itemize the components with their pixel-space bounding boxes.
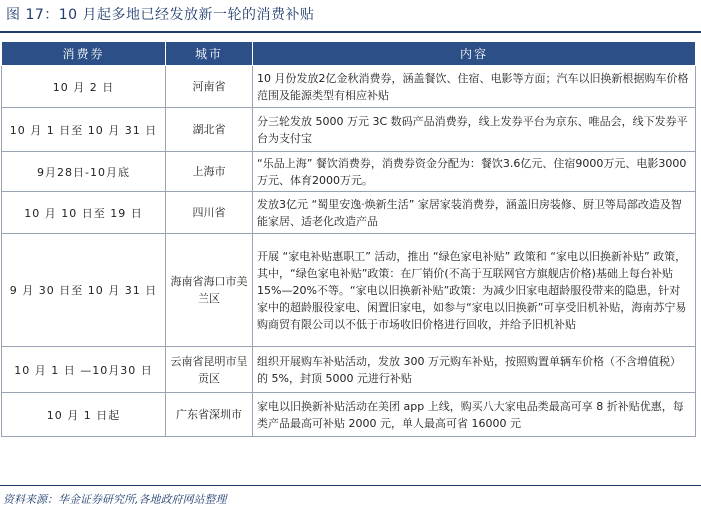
table-row bbox=[2, 192, 696, 234]
table-row bbox=[2, 152, 696, 192]
figure-title: 图 17：10 月起多地已经发放新一轮的消费补贴 bbox=[6, 7, 315, 23]
table-row bbox=[2, 66, 696, 108]
date-cell: 10 月 1 日至 10 月 31 日 bbox=[2, 108, 166, 152]
table-row bbox=[2, 393, 696, 437]
table-header-row bbox=[2, 42, 696, 66]
city-cell: 河南省 bbox=[166, 66, 253, 108]
city-cell: 四川省 bbox=[166, 192, 253, 234]
header-content: 内容 bbox=[253, 42, 696, 66]
footer-divider bbox=[0, 485, 701, 486]
source-note: 资料来源：华金证券研究所,各地政府网站整理 bbox=[3, 493, 227, 506]
city-cell: 广东省深圳市 bbox=[166, 393, 253, 437]
content-cell: 组织开展购车补贴活动，发放 300 万元购车补贴，按照购置单辆车价格（不含增值税）的 5%，封顶 5000 元进行补贴 bbox=[253, 347, 696, 393]
city-cell: 海南省海口市美兰区 bbox=[166, 234, 253, 347]
subsidy-table bbox=[1, 41, 696, 437]
city-cell: 上海市 bbox=[166, 152, 253, 192]
content-cell: “乐品上海” 餐饮消费券，消费券资金分配为：餐饮3.6亿元、住宿9000万元、电影3000万元、体育2000万元。 bbox=[253, 152, 696, 192]
table-row bbox=[2, 108, 696, 152]
date-cell: 10 月 10 日至 19 日 bbox=[2, 192, 166, 234]
date-cell: 9 月 30 日至 10 月 31 日 bbox=[2, 234, 166, 347]
date-cell: 10 月 1 日 —10月30 日 bbox=[2, 347, 166, 393]
table-row bbox=[2, 347, 696, 393]
header-city: 城市 bbox=[166, 42, 253, 66]
date-cell: 10 月 1 日起 bbox=[2, 393, 166, 437]
content-cell: 10 月份发放2亿金秋消费券，涵盖餐饮、住宿、电影等方面；汽车以旧换新根据购车价格范围及能源类型有相应补贴 bbox=[253, 66, 696, 108]
header-coupon: 消费券 bbox=[2, 42, 166, 66]
city-cell: 云南省昆明市呈贡区 bbox=[166, 347, 253, 393]
content-cell: 家电以旧换新补贴活动在美团 app 上线，购买八大家电品类最高可享 8 折补贴优惠，每类产品最高可补贴 2000 元，单人最高可省 16000 元 bbox=[253, 393, 696, 437]
title-divider bbox=[0, 31, 701, 33]
content-cell: 发放3亿元 “蜀里安逸·焕新生活” 家居家装消费券，涵盖旧房装修、厨卫等局部改造及智能家居、适老化改造产品 bbox=[253, 192, 696, 234]
content-cell: 开展 “家电补贴惠职工” 活动，推出 “绿色家电补贴” 政策和 “家电以旧换新补贴” 政策，其中，“绿色家电补贴”政策：在厂销价(不高于互联网官方旗舰店价格)基础上每台补贴15%—20%不等。“家电以旧换新补贴”政策：为减少旧家电超龄服役带来的隐患，针对家中的超龄服役家电、闲置旧家电，如参与“家电以旧换新”可享受旧机补贴，海南苏宁易购商贸有限公司以不低于市场收旧价格进行回收，并给予旧机补贴 bbox=[253, 234, 696, 347]
table-row bbox=[2, 234, 696, 347]
content-cell: 分三轮发放 5000 万元 3C 数码产品消费券，线上发券平台为京东、唯品会，线下发券平台为支付宝 bbox=[253, 108, 696, 152]
date-cell: 9月28日-10月底 bbox=[2, 152, 166, 192]
date-cell: 10 月 2 日 bbox=[2, 66, 166, 108]
city-cell: 湖北省 bbox=[166, 108, 253, 152]
